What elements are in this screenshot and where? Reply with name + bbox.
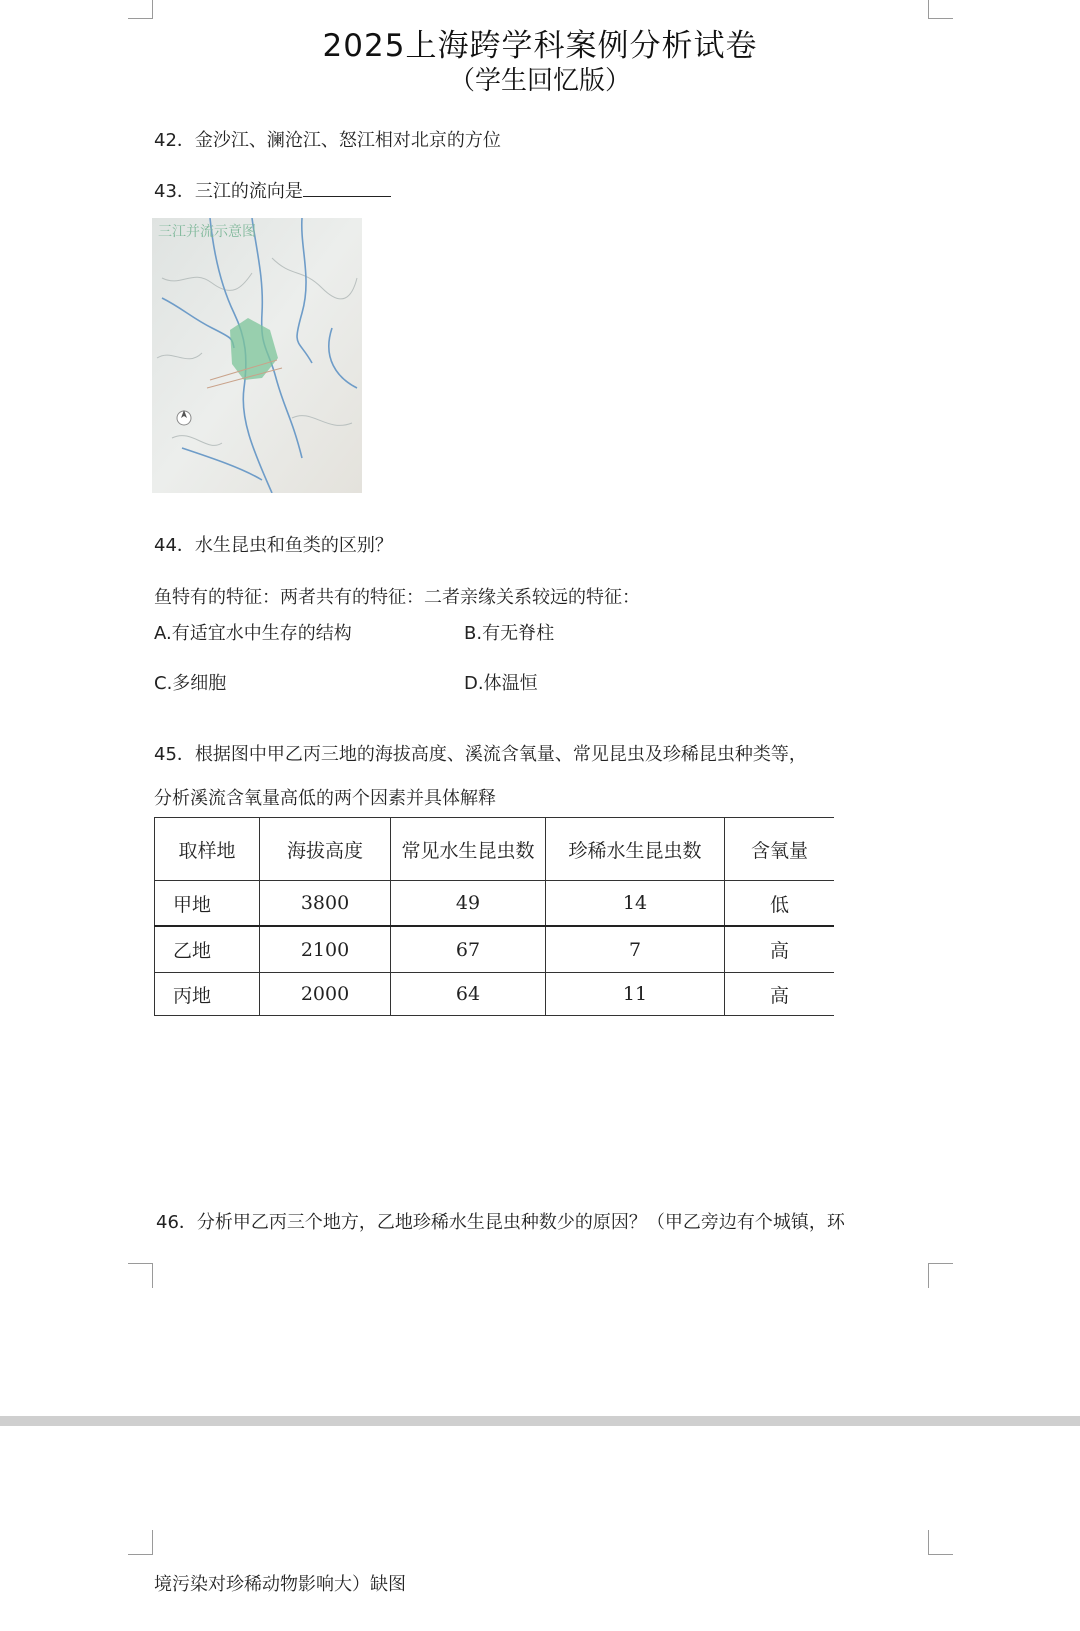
- cell-site: 乙地: [155, 926, 260, 973]
- option-c: C.多细胞: [154, 673, 227, 694]
- header-rare-insects: 珍稀水生昆虫数: [546, 818, 725, 881]
- option-a: A.有适宜水中生存的结构: [154, 623, 352, 644]
- crop-mark: [128, 1263, 153, 1288]
- cell-rare: 11: [546, 973, 725, 1016]
- table-row: [155, 973, 835, 1016]
- question-46-continued: 境污染对珍稀动物影响大）缺图: [154, 1574, 406, 1595]
- sample-site-table: [154, 817, 834, 1016]
- cell-site: 丙地: [155, 973, 260, 1016]
- question-42: 42．金沙江、澜沧江、怒江相对北京的方位: [154, 130, 501, 151]
- cell-altitude: 2000: [260, 973, 391, 1016]
- crop-mark: [128, 0, 153, 19]
- cell-oxygen: 高: [725, 973, 835, 1016]
- cell-altitude: 2100: [260, 926, 391, 973]
- map-title: 三江并流示意图: [158, 224, 256, 240]
- three-rivers-map: [152, 218, 362, 493]
- page-title: 2025上海跨学科案例分析试卷: [322, 28, 758, 64]
- cell-rare: 7: [546, 926, 725, 973]
- table-row: [155, 881, 835, 927]
- answer-blank: [303, 178, 391, 197]
- table-header-row: [155, 818, 835, 881]
- crop-mark: [128, 1530, 153, 1555]
- header-common-insects: 常见水生昆虫数: [391, 818, 546, 881]
- cell-oxygen: 高: [725, 926, 835, 973]
- cell-altitude: 3800: [260, 881, 391, 927]
- crop-mark: [928, 1263, 953, 1288]
- question-43: [154, 177, 391, 203]
- question-46: 46．分析甲乙丙三个地方，乙地珍稀水生昆虫种数少的原因？（甲乙旁边有个城镇，环: [156, 1212, 845, 1233]
- question-45-line2: 分析溪流含氧量高低的两个因素并具体解释: [154, 788, 496, 809]
- question-45-line1: 45．根据图中甲乙丙三地的海拔高度、溪流含氧量、常见昆虫及珍稀昆虫种类等，: [154, 744, 807, 765]
- cell-rare: 14: [546, 881, 725, 927]
- crop-mark: [928, 1530, 953, 1555]
- cell-common: 64: [391, 973, 546, 1016]
- map-figure: [152, 218, 362, 493]
- cell-site: 甲地: [155, 881, 260, 927]
- header-oxygen: 含氧量: [725, 818, 835, 881]
- table-row: [155, 926, 835, 973]
- header-site: 取样地: [155, 818, 260, 881]
- cell-common: 49: [391, 881, 546, 927]
- cell-common: 67: [391, 926, 546, 973]
- crop-mark: [928, 0, 953, 19]
- option-d: D.体温恒: [464, 673, 538, 694]
- option-b: B.有无脊柱: [464, 623, 555, 644]
- question-44: 44．水生昆虫和鱼类的区别？: [154, 535, 393, 556]
- question-43-text: 43．三江的流向是: [154, 181, 303, 202]
- page-subtitle: （学生回忆版）: [448, 66, 631, 96]
- header-altitude: 海拔高度: [260, 818, 391, 881]
- page-divider: [0, 1416, 1080, 1426]
- question-44-prompt: 鱼特有的特征：两者共有的特征：二者亲缘关系较远的特征：: [154, 587, 640, 608]
- cell-oxygen: 低: [725, 881, 835, 927]
